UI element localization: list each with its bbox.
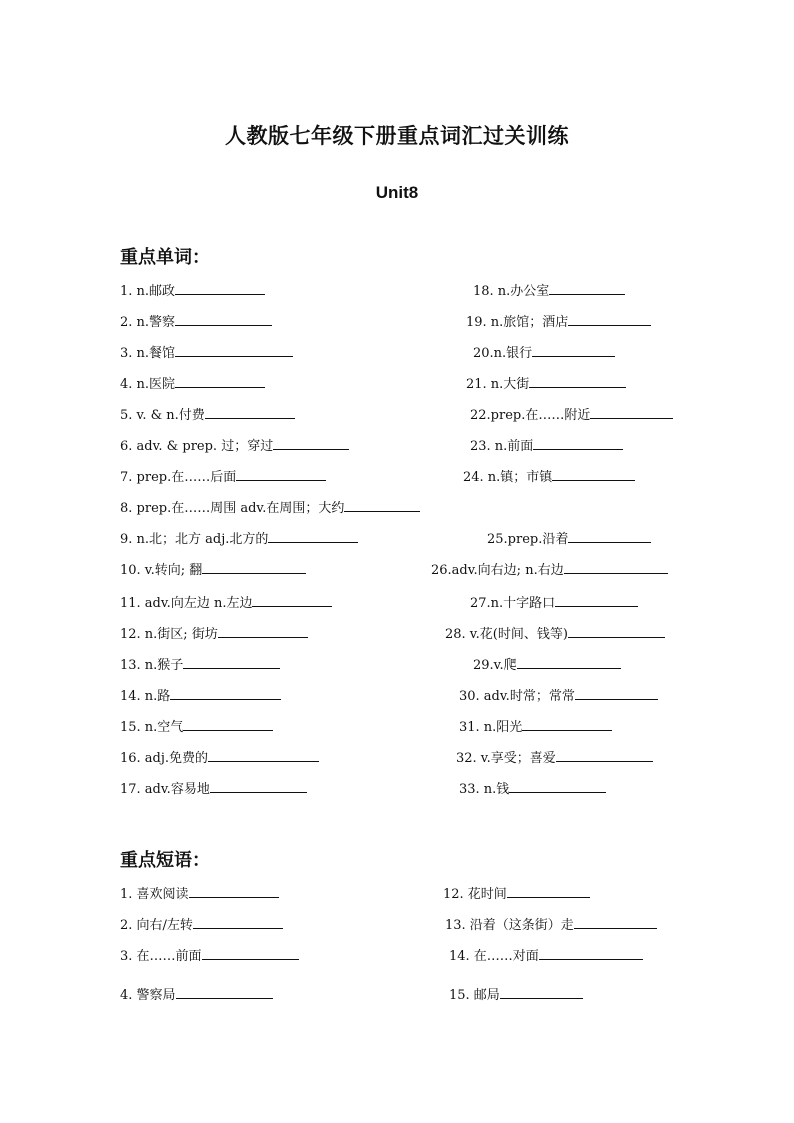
word-item-4: 4. n.医院 — [120, 375, 265, 393]
word-item-32: 32. v.享受；喜爱 — [456, 749, 653, 767]
word-item-26: 26.adv.向右边; n.右边 — [431, 561, 668, 579]
answer-blank[interactable] — [193, 916, 283, 929]
answer-blank[interactable] — [555, 594, 638, 607]
word-item-15: 15. n.空气 — [120, 718, 273, 736]
word-item-17: 17. adv.容易地 — [120, 780, 307, 798]
answer-blank[interactable] — [189, 885, 279, 898]
answer-blank[interactable] — [183, 718, 273, 731]
answer-blank[interactable] — [202, 561, 306, 574]
word-item-2: 2. n.警察 — [120, 313, 272, 331]
word-item-7: 7. prep.在……后面 — [120, 468, 326, 486]
answer-blank[interactable] — [568, 625, 665, 638]
word-item-1: 1. n.邮政 — [120, 282, 265, 300]
answer-blank[interactable] — [208, 749, 319, 762]
phrase-item-15: 15. 邮局 — [449, 986, 583, 1004]
answer-blank[interactable] — [344, 499, 420, 512]
answer-blank[interactable] — [268, 530, 358, 543]
answer-blank[interactable] — [175, 282, 265, 295]
word-item-8: 8. prep.在……周围 adv.在周围；大约 — [120, 499, 420, 517]
phrase-item-4: 4. 警察局 — [120, 986, 273, 1004]
answer-blank[interactable] — [552, 468, 635, 481]
phrase-item-3: 3. 在……前面 — [120, 947, 299, 965]
phrase-item-12: 12. 花时间 — [443, 885, 590, 903]
answer-blank[interactable] — [539, 947, 643, 960]
answer-blank[interactable] — [218, 625, 308, 638]
answer-blank[interactable] — [529, 375, 626, 388]
phrase-item-14: 14. 在……对面 — [449, 947, 643, 965]
answer-blank[interactable] — [568, 313, 651, 326]
answer-blank[interactable] — [574, 916, 657, 929]
answer-blank[interactable] — [533, 437, 623, 450]
word-item-20: 20.n.银行 — [473, 344, 615, 362]
answer-blank[interactable] — [236, 468, 326, 481]
answer-blank[interactable] — [564, 561, 668, 574]
answer-blank[interactable] — [176, 986, 273, 999]
word-item-23: 23. n.前面 — [470, 437, 623, 455]
page-title: 人教版七年级下册重点词汇过关训练 — [225, 123, 569, 148]
answer-blank[interactable] — [252, 594, 332, 607]
word-item-31: 31. n.阳光 — [459, 718, 612, 736]
answer-blank[interactable] — [507, 885, 590, 898]
word-item-24: 24. n.镇；市镇 — [463, 468, 635, 486]
answer-blank[interactable] — [183, 656, 280, 669]
unit-label: Unit8 — [375, 183, 419, 202]
answer-blank[interactable] — [575, 687, 658, 700]
answer-blank[interactable] — [175, 344, 293, 357]
answer-blank[interactable] — [210, 780, 307, 793]
phrase-item-1: 1. 喜欢阅读 — [120, 885, 279, 903]
word-item-13: 13. n.猴子 — [120, 656, 280, 674]
word-item-30: 30. adv.时常；常常 — [459, 687, 658, 705]
answer-blank[interactable] — [205, 406, 295, 419]
word-item-14: 14. n.路 — [120, 687, 281, 705]
word-item-10: 10. v.转向; 翻 — [120, 561, 306, 579]
word-item-27: 27.n.十字路口 — [470, 594, 638, 612]
phrase-item-13: 13. 沿着（这条街）走 — [445, 916, 657, 934]
answer-blank[interactable] — [170, 687, 281, 700]
word-item-25: 25.prep.沿着 — [487, 530, 651, 548]
word-item-33: 33. n.钱 — [459, 780, 606, 798]
answer-blank[interactable] — [175, 313, 272, 326]
word-item-3: 3. n.餐馆 — [120, 344, 293, 362]
word-item-12: 12. n.街区; 街坊 — [120, 625, 308, 643]
word-item-21: 21. n.大街 — [466, 375, 626, 393]
word-item-5: 5. v. & n.付费 — [120, 406, 295, 424]
word-item-6: 6. adv. & prep. 过；穿过 — [120, 437, 349, 455]
phrases-heading: 重点短语： — [120, 850, 210, 871]
word-item-11: 11. adv.向左边 n.左边 — [120, 594, 332, 612]
word-item-22: 22.prep.在……附近 — [470, 406, 673, 424]
answer-blank[interactable] — [517, 656, 621, 669]
answer-blank[interactable] — [556, 749, 653, 762]
word-item-29: 29.v.爬 — [473, 656, 621, 674]
answer-blank[interactable] — [202, 947, 299, 960]
answer-blank[interactable] — [175, 375, 265, 388]
answer-blank[interactable] — [509, 780, 606, 793]
phrase-item-2: 2. 向右/左转 — [120, 916, 283, 934]
word-item-9: 9. n.北；北方 adj.北方的 — [120, 530, 358, 548]
answer-blank[interactable] — [273, 437, 349, 450]
answer-blank[interactable] — [549, 282, 625, 295]
answer-blank[interactable] — [568, 530, 651, 543]
word-item-18: 18. n.办公室 — [473, 282, 625, 300]
answer-blank[interactable] — [590, 406, 673, 419]
answer-blank[interactable] — [522, 718, 612, 731]
answer-blank[interactable] — [500, 986, 583, 999]
word-item-28: 28. v.花(时间、钱等) — [445, 625, 665, 643]
word-item-16: 16. adj.免费的 — [120, 749, 319, 767]
words-heading: 重点单词： — [120, 247, 210, 268]
word-item-19: 19. n.旅馆；酒店 — [466, 313, 651, 331]
answer-blank[interactable] — [532, 344, 615, 357]
